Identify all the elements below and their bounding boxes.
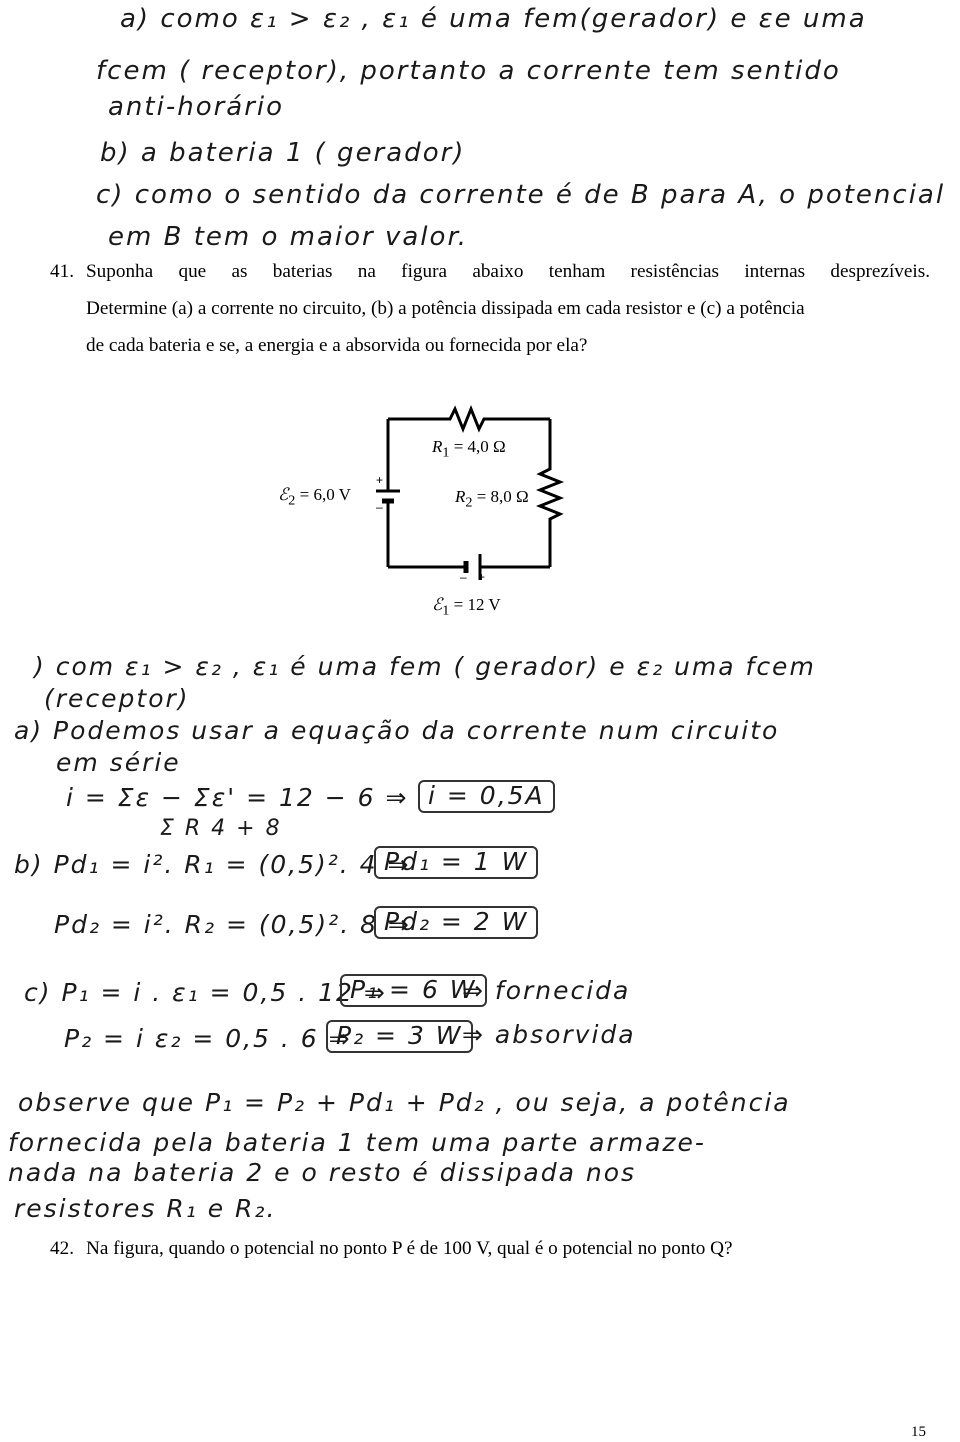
result-current: i = 0,5A (418, 780, 555, 813)
question-number: 41. (50, 261, 74, 282)
page-number: 15 (911, 1424, 926, 1440)
handwritten-line: ) com ε₁ > ε₂ , ε₁ é uma fem ( gerador) e ε₂ uma fcem (34, 652, 816, 681)
handwritten-line: observe que P₁ = P₂ + Pd₁ + Pd₂ , ou seja, a potência (18, 1088, 791, 1117)
handwritten-line: fcem ( receptor), portanto a corrente tem sentido (96, 56, 841, 86)
question-41-line-3: de cada bateria e se, a energia e a absorvida ou fornecida por ela? (86, 335, 588, 356)
handwritten-line: anti-horário (108, 92, 285, 122)
question-number: 42. (50, 1238, 74, 1259)
question-42 (50, 1238, 733, 1260)
e2-label: ℰ$_2$ = 6,0 V (278, 485, 351, 509)
result-p1: P₁ = 6 W (340, 974, 487, 1007)
handwritten-line: resistores R₁ e R₂. (14, 1194, 277, 1223)
handwritten-line: c) como o sentido da corrente é de B para A, o potencial (96, 180, 946, 210)
handwritten-line: nada na bateria 2 e o resto é dissipada nos (8, 1158, 637, 1187)
formula-pd1: b) Pd₁ = i². R₁ = (0,5)². 4 ⇒ (14, 850, 411, 879)
question-41-line-2: Determine (a) a corrente no circuito, (b) a potência dissipada em cada resistor e (c) a potência (86, 298, 805, 319)
handwritten-line: (receptor) (44, 684, 190, 713)
r1-label: $R_1 = 4,0$ Ω (432, 437, 506, 461)
e1-plus-sign: + (478, 570, 486, 584)
e1-minus-sign: – (460, 570, 467, 584)
handwritten-line: b) a bateria 1 ( gerador) (100, 138, 466, 168)
e1-label: ℰ$_1$ = 12 V (432, 595, 501, 619)
question-41-line-1 (50, 253, 930, 290)
e2-plus-sign: + (376, 473, 384, 487)
handwritten-line: fornecida pela bateria 1 tem uma parte armaze- (8, 1128, 706, 1157)
handwritten-line: em série (56, 748, 181, 777)
e2-minus-sign: – (376, 500, 383, 514)
note-p1: ⇒ fornecida (462, 976, 631, 1005)
formula-p1: c) P₁ = i . ε₁ = 0,5 . 12 ⇒ (24, 978, 387, 1007)
question-42-text: Na figura, quando o potencial no ponto P é de 100 V, qual é o potencial no ponto Q? (86, 1238, 733, 1259)
handwritten-line: a) Podemos usar a equação da corrente num circuito (14, 716, 780, 745)
formula-pd2: Pd₂ = i². R₂ = (0,5)². 8 ⇒ (54, 910, 411, 939)
handwritten-line: a) como ε₁ > ε₂ , ε₁ é uma fem(gerador) e εe uma (120, 4, 867, 34)
circuit-wires (270, 405, 590, 625)
result-pd1: Pd₁ = 1 W (374, 846, 538, 879)
handwritten-line: em B tem o maior valor. (108, 222, 469, 252)
question-41-text-1: Suponha que as baterias na figura abaixo tenham resistências internas desprezíveis. (86, 261, 930, 282)
question-41 (50, 253, 930, 364)
circuit-diagram (270, 405, 590, 625)
formula-current-denominator: Σ R 4 + 8 (160, 816, 282, 841)
right-wire (540, 419, 560, 567)
formula-p2: P₂ = i ε₂ = 0,5 . 6 ⇒ (64, 1024, 352, 1053)
formula-current: i = Σε − Σε' = 12 − 6 ⇒ (66, 783, 409, 812)
result-pd2: Pd₂ = 2 W (374, 906, 538, 939)
result-p2: P₂ = 3 W (326, 1020, 473, 1053)
r2-label: $R_2 = 8,0$ Ω (455, 487, 529, 511)
top-wire (388, 409, 550, 429)
note-p2: ⇒ absorvida (462, 1020, 636, 1049)
